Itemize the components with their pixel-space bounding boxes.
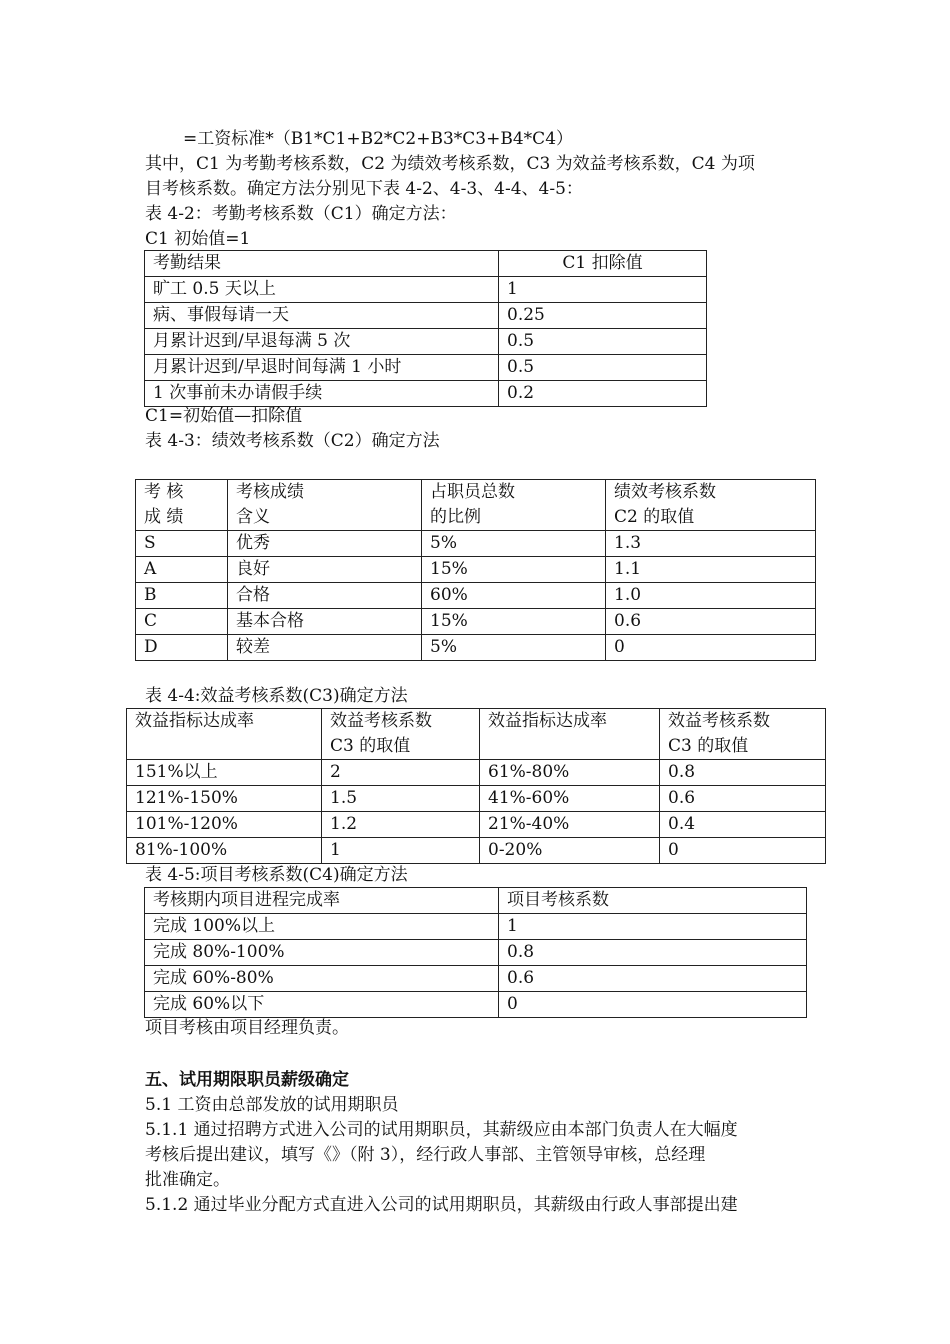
table-row xyxy=(136,609,816,635)
table-row xyxy=(136,531,816,557)
table-header-cell: 效益指标达成率 xyxy=(127,709,322,760)
table-header-cell: 考核成绩 含义 xyxy=(228,480,422,531)
table-row xyxy=(145,966,807,992)
table-cell: 0.4 xyxy=(660,812,826,838)
table-row xyxy=(127,838,826,864)
table-row xyxy=(145,355,707,381)
table-header-row xyxy=(136,480,816,531)
table-4-3-caption: 表 4-3：绩效考核系数（C2）确定方法 xyxy=(145,431,440,451)
table-cell: 15% xyxy=(422,609,606,635)
table-cell: 0.8 xyxy=(499,940,807,966)
table-cell: 5% xyxy=(422,635,606,661)
section-5-1-1-line-2: 考核后提出建议，填写《》（附 3），经行政人事部、主管领导审核，总经理 xyxy=(145,1145,706,1165)
table-row xyxy=(127,786,826,812)
table-cell: 较差 xyxy=(228,635,422,661)
table-cell: 基本合格 xyxy=(228,609,422,635)
table-cell: D xyxy=(136,635,228,661)
table-cell: 1 次事前未办请假手续 xyxy=(145,381,499,407)
table-header-cell: 考核期内项目进程完成率 xyxy=(145,888,499,914)
table-cell: 0 xyxy=(499,992,807,1018)
formula-line: =工资标准*（B1*C1+B2*C2+B3*C3+B4*C4） xyxy=(183,129,574,149)
table-cell: 21%-40% xyxy=(480,812,660,838)
table-header-cell: 效益指标达成率 xyxy=(480,709,660,760)
table-row xyxy=(136,557,816,583)
table-cell: 0.6 xyxy=(660,786,826,812)
table-cell: C xyxy=(136,609,228,635)
table-cell: 完成 80%-100% xyxy=(145,940,499,966)
table-header-cell: 考勤结果 xyxy=(145,251,499,277)
table-4-2-caption: 表 4-2：考勤考核系数（C1）确定方法： xyxy=(145,204,457,224)
table-cell: 优秀 xyxy=(228,531,422,557)
table-cell: 病、事假每请一天 xyxy=(145,303,499,329)
section-5-1-2-line-1: 5.1.2 通过毕业分配方式直进入公司的试用期职员，其薪级由行政人事部提出建 xyxy=(145,1195,738,1215)
intro-line-1: 其中，C1 为考勤考核系数，C2 为绩效考核系数，C3 为效益考核系数，C4 为项 xyxy=(145,154,755,174)
table-cell: 月累计迟到/早退时间每满 1 小时 xyxy=(145,355,499,381)
table-header-cell: 效益考核系数 C3 的取值 xyxy=(660,709,826,760)
table-row xyxy=(145,992,807,1018)
table-cell: 月累计迟到/早退每满 5 次 xyxy=(145,329,499,355)
section-5-1-1-line-3: 批准确定。 xyxy=(145,1170,230,1190)
table-cell: 0.8 xyxy=(660,760,826,786)
table-cell: 0.2 xyxy=(499,381,707,407)
table-4-3 xyxy=(135,479,816,661)
table-row xyxy=(145,940,807,966)
table-row xyxy=(136,583,816,609)
table-cell: 0-20% xyxy=(480,838,660,864)
table-cell: 完成 100%以上 xyxy=(145,914,499,940)
table-row xyxy=(136,635,816,661)
table-row xyxy=(145,303,707,329)
table-row xyxy=(145,329,707,355)
table-cell: 0.5 xyxy=(499,329,707,355)
table-row xyxy=(127,760,826,786)
table-cell: 旷工 0.5 天以上 xyxy=(145,277,499,303)
table-cell: 1.1 xyxy=(606,557,816,583)
table-cell: 15% xyxy=(422,557,606,583)
table-cell: 完成 60%以下 xyxy=(145,992,499,1018)
table-4-4 xyxy=(126,708,826,864)
section-5-1-title: 5.1 工资由总部发放的试用期职员 xyxy=(145,1095,399,1115)
table-cell: 0.25 xyxy=(499,303,707,329)
table-header-cell: 绩效考核系数 C2 的取值 xyxy=(606,480,816,531)
intro-line-2: 目考核系数。确定方法分别见下表 4-2、4-3、4-4、4-5： xyxy=(145,179,583,199)
table-cell: 0 xyxy=(606,635,816,661)
table-row xyxy=(127,812,826,838)
table-cell: 1 xyxy=(322,838,480,864)
table-cell: B xyxy=(136,583,228,609)
table-cell: 81%-100% xyxy=(127,838,322,864)
table-cell: 1.5 xyxy=(322,786,480,812)
table-cell: 2 xyxy=(322,760,480,786)
c1-initial-value: C1 初始值=1 xyxy=(145,229,251,249)
table-header-cell: 效益考核系数 C3 的取值 xyxy=(322,709,480,760)
table-cell: 41%-60% xyxy=(480,786,660,812)
table-header-row xyxy=(127,709,826,760)
table-header-cell: 项目考核系数 xyxy=(499,888,807,914)
table-cell: 121%-150% xyxy=(127,786,322,812)
table-4-5 xyxy=(144,887,807,1018)
table-row xyxy=(145,381,707,407)
c1-formula-note: C1=初始值—扣除值 xyxy=(145,406,303,426)
table-cell: 完成 60%-80% xyxy=(145,966,499,992)
table-cell: 61%-80% xyxy=(480,760,660,786)
table-cell: 101%-120% xyxy=(127,812,322,838)
table-cell: 0 xyxy=(660,838,826,864)
table-header-cell: C1 扣除值 xyxy=(499,251,707,277)
table-cell: 1.3 xyxy=(606,531,816,557)
table-4-2 xyxy=(144,250,707,407)
table-header-row xyxy=(145,888,807,914)
table-cell: 151%以上 xyxy=(127,760,322,786)
section-5-heading: 五、试用期限职员薪级确定 xyxy=(145,1070,349,1090)
table-cell: 0.5 xyxy=(499,355,707,381)
table-cell: 0.6 xyxy=(499,966,807,992)
table-row xyxy=(145,914,807,940)
table-cell: 0.6 xyxy=(606,609,816,635)
table-header-row xyxy=(145,251,707,277)
table-cell: A xyxy=(136,557,228,583)
table-cell: 1.2 xyxy=(322,812,480,838)
table-cell: 60% xyxy=(422,583,606,609)
c4-responsibility-note: 项目考核由项目经理负责。 xyxy=(145,1018,349,1038)
table-cell: 良好 xyxy=(228,557,422,583)
table-cell: 1 xyxy=(499,277,707,303)
table-4-4-caption: 表 4-4:效益考核系数(C3)确定方法 xyxy=(145,686,408,706)
table-cell: 1 xyxy=(499,914,807,940)
table-4-5-caption: 表 4-5:项目考核系数(C4)确定方法 xyxy=(145,865,408,885)
table-cell: 合格 xyxy=(228,583,422,609)
table-header-cell: 占职员总数 的比例 xyxy=(422,480,606,531)
table-cell: 1.0 xyxy=(606,583,816,609)
table-row xyxy=(145,277,707,303)
table-cell: 5% xyxy=(422,531,606,557)
section-5-1-1-line-1: 5.1.1 通过招聘方式进入公司的试用期职员，其薪级应由本部门负责人在大幅度 xyxy=(145,1120,738,1140)
table-header-cell: 考 核 成 绩 xyxy=(136,480,228,531)
table-cell: S xyxy=(136,531,228,557)
